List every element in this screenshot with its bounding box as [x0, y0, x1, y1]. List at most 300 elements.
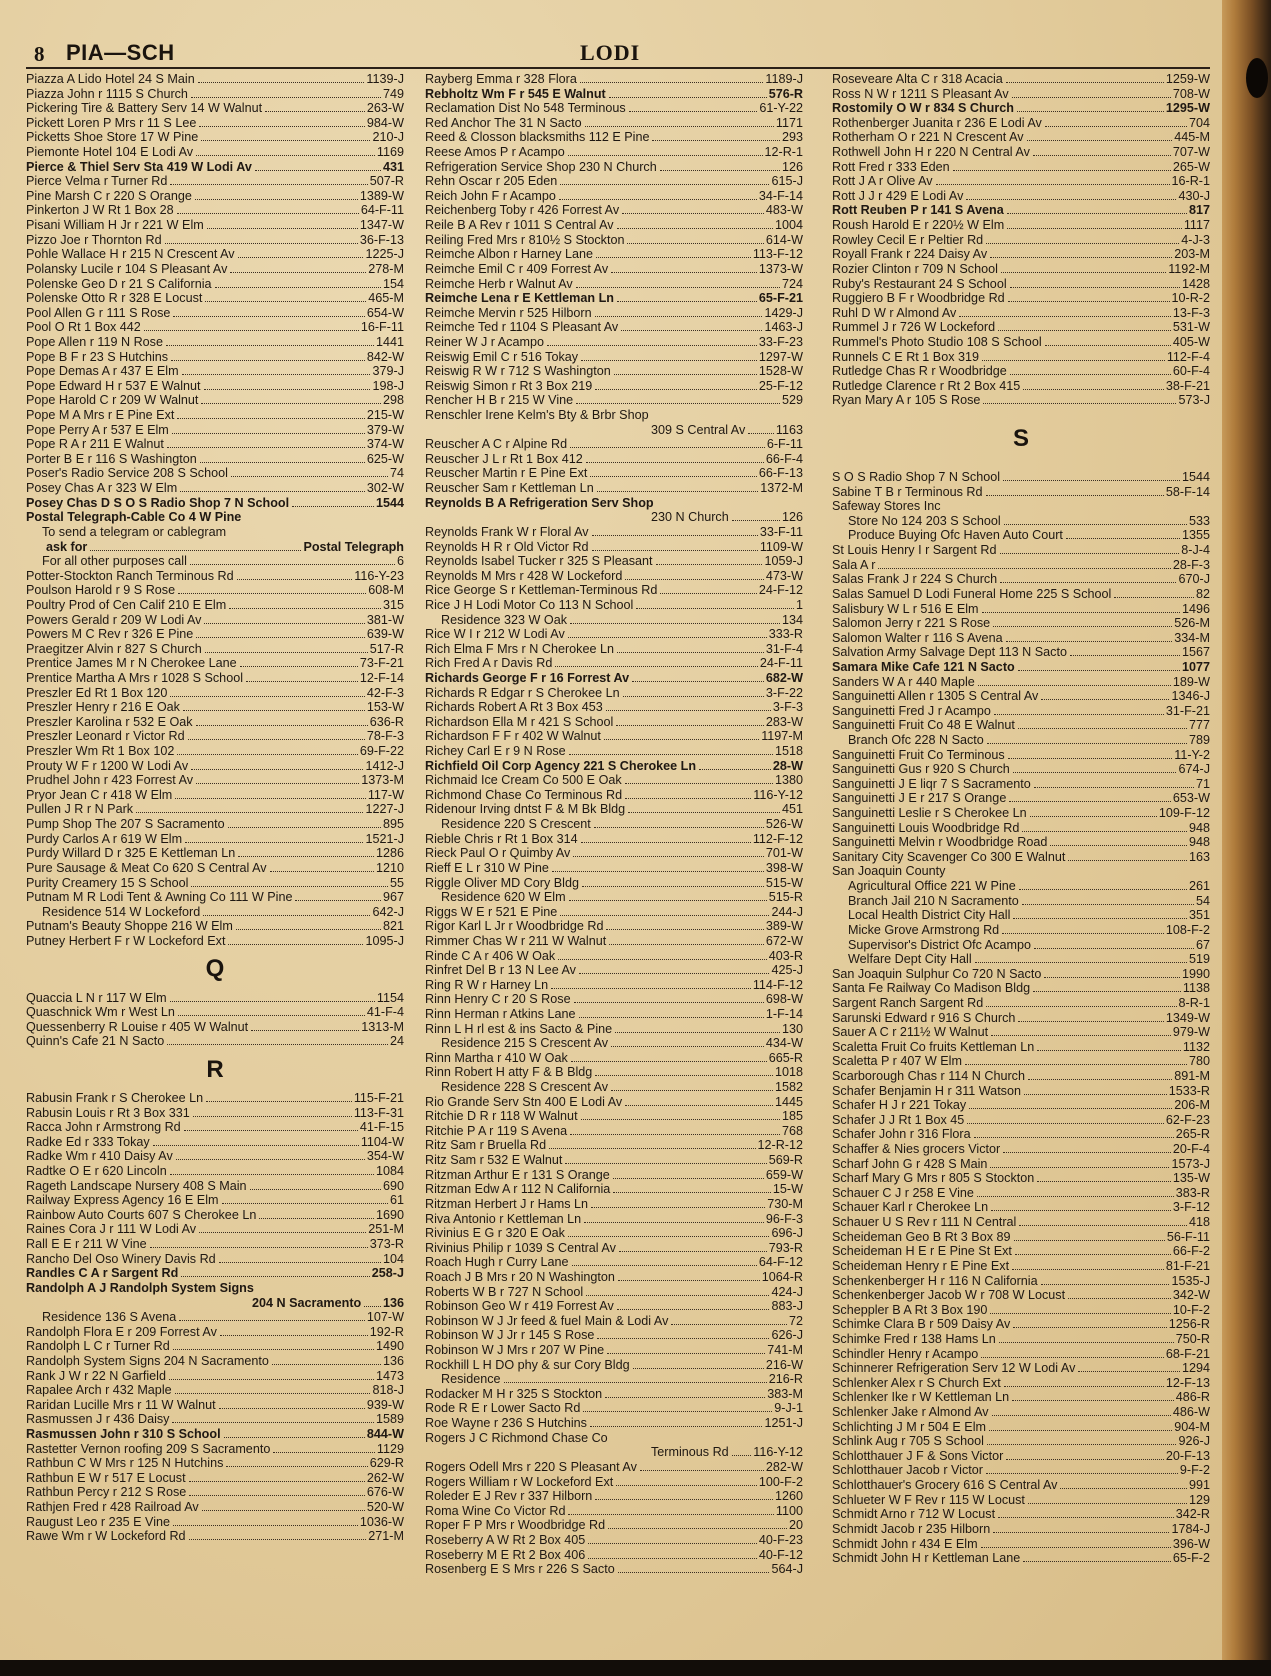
listing-name: Pinkerton J W Rt 1 Box 28 [26, 203, 174, 218]
phone-number: 154 [382, 276, 404, 291]
listing-entry [832, 1200, 1210, 1215]
listing-name: Piemonte Hotel 104 E Lodi Av [26, 145, 194, 160]
listing-name: Rott J A r Olive Av [832, 174, 933, 189]
listing-name: Raines Cora J r 111 W Lodi Av [26, 1222, 197, 1237]
listing-name: Richards R Edgar r S Cherokee Ln [425, 685, 620, 700]
listing-name: Red Anchor The 31 N Sacto [425, 115, 582, 130]
listing-name: Ritzman Edw A r 112 N California [425, 1182, 611, 1197]
dot-leader [219, 1262, 381, 1263]
phone-number: 271-M [368, 1529, 404, 1544]
listing-entry [26, 656, 404, 671]
phone-number: 1490 [375, 1339, 404, 1354]
phone-number: 62-F-23 [1165, 1112, 1210, 1127]
phone-number: 8-R-1 [1178, 995, 1210, 1010]
listing-entry [425, 773, 803, 788]
phone-number: 136 [382, 1353, 404, 1368]
listing-name: Rott Fred r 333 Eden [832, 159, 950, 174]
phone-number: 1784-J [1171, 1521, 1210, 1536]
listing-name: Reed & Closson blacksmiths 112 E Pine [425, 130, 650, 145]
listing-entry [26, 1369, 404, 1384]
dot-leader [936, 184, 1170, 185]
dot-leader [619, 1251, 767, 1252]
dot-leader [572, 1265, 757, 1266]
listing-name: Scaletta Fruit Co fruits Kettleman Ln [832, 1039, 1035, 1054]
listing-entry [425, 846, 803, 861]
listing-name: Poultry Prod of Cen Calif 210 E Elm [26, 597, 227, 612]
listing-name: San Joaquin County [832, 864, 946, 879]
listing-entry [425, 686, 803, 701]
phone-number: 1373-W [758, 261, 803, 276]
listing-name: Rivinius E G r 320 E Oak [425, 1226, 565, 1241]
dot-leader [552, 871, 764, 872]
dot-leader [203, 915, 370, 916]
city-title: LODI [580, 40, 641, 65]
listing-name: Scheideman Henry r E Pine Ext [832, 1258, 1010, 1273]
listing-entry [425, 262, 803, 277]
listing-name: Salas Frank J r 224 S Church [832, 572, 998, 587]
phone-number: 107-W [366, 1310, 404, 1325]
listing-entry [26, 802, 404, 817]
phone-number: 65-F-21 [758, 291, 803, 306]
phone-number: 334-M [1174, 630, 1210, 645]
phone-number: 991 [1188, 1478, 1210, 1493]
book-binding-edge [1222, 0, 1271, 1676]
phone-number: 1064-R [761, 1269, 803, 1284]
listing-entry [26, 291, 404, 306]
listing-name: Rodacker M H r 325 S Stockton [425, 1386, 603, 1401]
listing-entry [26, 715, 404, 730]
listing-entry [26, 130, 404, 145]
phone-number: 569-R [768, 1153, 803, 1168]
dot-leader [611, 1090, 773, 1091]
listing-name: Branch Ofc 228 N Sacto [848, 732, 984, 747]
dot-leader [272, 1364, 381, 1365]
listing-name: Ruggiero B F r Woodbridge Rd [832, 291, 1005, 306]
dot-leader [1060, 1488, 1187, 1489]
listing-name: Sala A r [832, 557, 876, 572]
phone-number: 1189-J [765, 72, 803, 86]
listing-entry [26, 262, 404, 277]
dot-leader [565, 1163, 766, 1164]
phone-number: 333-R [768, 627, 803, 642]
listing-name: Welfare Dept City Hall [848, 952, 972, 967]
dot-leader [1008, 301, 1170, 302]
listing-entry [26, 1020, 404, 1035]
listing-name: Polenske Otto R r 328 E Locust [26, 291, 203, 306]
listing-entry [425, 788, 803, 803]
listing-name: Prouty W F r 1200 W Lodi Av [26, 758, 189, 773]
phone-number: 244-J [771, 904, 803, 919]
listing-name: Rogers J C Richmond Chase Co [425, 1430, 608, 1445]
listing-column-3 [832, 72, 1210, 1566]
dot-leader [1004, 1386, 1164, 1387]
phone-number: 1346-J [1171, 689, 1210, 704]
phone-number: 707-W [1172, 145, 1210, 160]
phone-number: 1197-M [761, 729, 803, 744]
phone-number: 424-J [771, 1284, 803, 1299]
listing-name: Ridenour Irving dntst F & M Bk Bldg [425, 802, 626, 817]
phone-number: 1227-J [365, 802, 404, 817]
listing-name: Roleder E J Rev r 337 Hilborn [425, 1489, 593, 1504]
dot-leader [549, 1148, 755, 1149]
phone-number: 730-M [767, 1196, 803, 1211]
listing-name: Sanguinetti Gus r 920 S Church [832, 762, 1010, 777]
listing-entry [832, 1171, 1210, 1186]
phone-number: 58-F-14 [1165, 484, 1210, 499]
listing-entry [425, 525, 803, 540]
dot-leader [206, 1101, 352, 1102]
listing-name: Ross N W r 1211 S Pleasant Av [832, 86, 1009, 101]
phone-number: 34-F-14 [758, 188, 803, 203]
phone-number: 3-F-3 [772, 700, 803, 715]
dot-leader [579, 973, 770, 974]
dot-leader [660, 170, 780, 171]
listing-name: Richmaid Ice Cream Co 500 E Oak [425, 773, 622, 788]
listing-entry [425, 905, 803, 920]
listing-entry [26, 1500, 404, 1515]
listing-entry [26, 1471, 404, 1486]
listing-entry [832, 675, 1210, 690]
listing-name: Schlenker Jake r Almond Av [832, 1405, 989, 1420]
phone-number: 750-R [1175, 1331, 1210, 1346]
phone-number: 379-J [372, 364, 404, 379]
listing-name: Roseberry M E Rt 2 Box 406 [425, 1547, 586, 1562]
dot-leader [570, 1134, 780, 1135]
dot-leader [625, 579, 764, 580]
listing-name: Store No 124 203 S School [848, 513, 1001, 528]
listing-name: Reimche Mervin r 525 Hilborn [425, 305, 592, 320]
phone-number: 1004 [774, 218, 803, 233]
listing-entry [425, 817, 803, 832]
listing-entry [832, 762, 1210, 777]
phone-number: 82 [1195, 586, 1210, 601]
listing-entry [26, 218, 404, 233]
listing-entry [26, 233, 404, 248]
dot-leader [1033, 991, 1181, 992]
dot-leader [622, 213, 764, 214]
listing-name: Residence 215 S Crescent Av [441, 1036, 609, 1051]
listing-name: Rimmer Chas W r 211 W Walnut [425, 933, 607, 948]
listing-name: Randolph A J Randolph System Signs [26, 1280, 254, 1295]
listing-name: Scheppler B A Rt 3 Box 190 [832, 1302, 988, 1317]
listing-name: Rall E E r 211 W Vine [26, 1237, 147, 1252]
dot-leader [171, 360, 365, 361]
listing-name: Richmond Chase Co Terminous Rd [425, 787, 623, 802]
listing-entry [832, 587, 1210, 602]
listing-entry [832, 1113, 1210, 1128]
dot-leader [640, 1470, 764, 1471]
listing-name: Rice W I r 212 W Lodi Av [425, 627, 565, 642]
phone-number: 129 [1188, 1492, 1210, 1507]
dot-leader [967, 1123, 1164, 1124]
phone-number: 116-Y-12 [753, 1445, 803, 1460]
listing-name: Sanguinetti Allen r 1305 S Central Av [832, 689, 1039, 704]
listing-entry [425, 1109, 803, 1124]
dot-leader [568, 1514, 773, 1515]
dot-leader [1044, 977, 1180, 978]
listing-name: Reich John F r Acampo [425, 188, 556, 203]
listing-entry [26, 364, 404, 379]
dot-leader [1019, 1225, 1187, 1226]
phone-number: 979-W [1172, 1025, 1210, 1040]
listing-name: Pierce & Thiel Serv Sta 419 W Lodi Av [26, 159, 252, 174]
dot-leader [597, 491, 759, 492]
phone-number: 283-W [765, 714, 803, 729]
dot-leader [1022, 831, 1187, 832]
listing-entry [832, 101, 1210, 116]
listing-entry [832, 1230, 1210, 1245]
listing-name: Pure Sausage & Meat Co 620 S Central Av [26, 860, 267, 875]
dot-leader [989, 1430, 1172, 1431]
listing-name: Rich Fred A r Davis Rd [425, 656, 553, 671]
phone-number: 895 [382, 817, 404, 832]
dot-leader [596, 257, 751, 258]
listing-entry [26, 437, 404, 452]
phone-number: 1256-R [1168, 1317, 1210, 1332]
dot-leader [1028, 1079, 1172, 1080]
phone-number: 676-W [366, 1485, 404, 1500]
listing-name: Terminous Rd [651, 1445, 729, 1460]
phone-number: 576-R [768, 86, 803, 101]
dot-leader [1012, 97, 1171, 98]
listing-name: Robinson W J Jr r 145 S Rose [425, 1328, 595, 1343]
listing-entry [425, 130, 803, 145]
listing-name: Salisbury W L r 516 E Elm [832, 601, 979, 616]
dot-leader [240, 666, 358, 667]
listing-name: Reimche Emil C r 409 Forrest Av [425, 261, 609, 276]
dot-leader [623, 696, 764, 697]
phone-number: 1441 [375, 334, 404, 349]
dot-leader [1007, 228, 1182, 229]
listing-entry [425, 1270, 803, 1285]
dot-leader [230, 272, 366, 273]
listing-entry [425, 1285, 803, 1300]
listing-entry [26, 1412, 404, 1427]
dot-leader [1023, 389, 1164, 390]
dot-leader [625, 798, 751, 799]
phone-number: 68-F-21 [1165, 1346, 1210, 1361]
listing-entry [425, 1328, 803, 1343]
listing-entry [425, 1372, 803, 1387]
phone-number: 473-W [765, 568, 803, 583]
listing-entry [425, 1036, 803, 1051]
listing-name: Sanguinetti J E liqr 7 S Sacramento [832, 776, 1031, 791]
listing-name: Reynolds H R r Old Victor Rd [425, 539, 589, 554]
dot-leader [169, 1379, 374, 1380]
listing-entry [26, 861, 404, 876]
dot-leader [621, 330, 762, 331]
listing-entry [832, 116, 1210, 131]
listing-name: Randolph Flora E r 209 Forrest Av [26, 1324, 217, 1339]
listing-entry [425, 1548, 803, 1563]
dot-leader [609, 97, 767, 98]
dot-leader [238, 257, 364, 258]
phone-number: 373-R [369, 1237, 404, 1252]
dot-leader [617, 228, 773, 229]
listing-entry [26, 583, 404, 598]
listing-name: Residence 228 S Crescent Av [441, 1080, 609, 1095]
dot-leader [965, 1064, 1187, 1065]
listing-entry [832, 733, 1210, 748]
dot-leader [588, 1543, 757, 1544]
dot-leader [699, 769, 771, 770]
phone-number: 1372-M [760, 481, 803, 496]
listing-name: Refrigeration Service Shop 230 N Church [425, 159, 657, 174]
phone-number: 354-W [366, 1149, 404, 1164]
listing-entry [425, 306, 803, 321]
dot-leader [176, 1159, 365, 1160]
listing-entry [832, 1011, 1210, 1026]
listing-name: Richardson Ella M r 421 S School [425, 714, 614, 729]
listing-name: Runnels C E Rt 1 Box 319 [832, 349, 980, 364]
phone-number: 1259-W [1165, 72, 1210, 86]
listing-entry [425, 729, 803, 744]
listing-name: Scheideman H E r E Pine St Ext [832, 1244, 1012, 1259]
listing-name: Roush Harold E r 220½ W Elm [832, 218, 1005, 233]
listing-name: Richards Robert A Rt 3 Box 453 [425, 700, 603, 715]
listing-name: Rummel J r 726 W Lockeford [832, 320, 996, 335]
listing-name: Reuscher Martin r E Pine Ext [425, 466, 588, 481]
listing-name: Rockhill L H DO phy & sur Cory Bldg [425, 1357, 630, 1372]
listing-name: Rinn L H rl est & ins Sacto & Pine [425, 1021, 613, 1036]
listing-name: Rebholtz Wm F r 545 E Walnut [425, 86, 606, 101]
phone-number: 1129 [376, 1441, 404, 1456]
listing-name: To send a telegram or cablegram [42, 524, 227, 539]
listing-name: Rostomily O W r 834 S Church [832, 101, 1014, 116]
dot-leader [579, 1017, 764, 1018]
listing-entry [26, 1529, 404, 1544]
listing-entry [26, 1442, 404, 1457]
phone-number: 1473 [375, 1368, 404, 1383]
listing-entry [26, 1120, 404, 1135]
dot-leader [1004, 524, 1187, 525]
listing-name: Sauer A C r 211½ W Walnut [832, 1025, 989, 1040]
dot-leader [255, 170, 381, 171]
dot-leader [611, 272, 757, 273]
listing-entry [26, 335, 404, 350]
listing-entry [26, 452, 404, 467]
listing-entry [425, 1080, 803, 1095]
listing-entry [26, 510, 404, 525]
phone-number: 1297-W [758, 349, 803, 364]
listing-name: Rigor Karl L Jr r Woodbridge Rd [425, 919, 604, 934]
phone-number: 113-F-31 [353, 1105, 404, 1120]
dot-leader [559, 199, 757, 200]
dot-leader [732, 520, 780, 521]
phone-number: 1163 [775, 422, 803, 437]
listing-entry [832, 981, 1210, 996]
dot-leader [180, 491, 365, 492]
listing-entry [26, 1296, 404, 1311]
phone-number: 1095-J [365, 933, 404, 948]
phone-number: 33-F-23 [758, 334, 803, 349]
phone-number: 109-F-12 [1158, 806, 1210, 821]
phone-number: 1429-J [764, 305, 803, 320]
listing-name: Santa Fe Railway Co Madison Bldg [832, 981, 1031, 996]
listing-name: Radke Ed r 333 Tokay [26, 1134, 150, 1149]
phone-number: 10-R-2 [1171, 291, 1210, 306]
listing-entry [832, 952, 1210, 967]
dot-leader [1066, 538, 1180, 539]
phone-number: 8-J-4 [1181, 543, 1210, 558]
listing-name: Sanguinetti Leslie r S Cherokee Ln [832, 806, 1027, 821]
phone-number: 1192-M [1168, 261, 1210, 276]
dot-leader [652, 140, 780, 141]
phone-number: 1313-M [361, 1019, 404, 1034]
phone-number: 434-W [765, 1036, 803, 1051]
listing-name: Samara Mike Cafe 121 N Sacto [832, 659, 1015, 674]
phone-number: 1389-W [359, 188, 404, 203]
dot-leader [594, 827, 764, 828]
listing-name: Pope M A Mrs r E Pine Ext [26, 408, 175, 423]
listing-entry [832, 514, 1210, 529]
dot-leader [1006, 641, 1173, 642]
phone-number: 844-W [366, 1427, 404, 1442]
listing-entry [425, 277, 803, 292]
dot-leader [201, 403, 381, 404]
phone-number: Postal Telegraph [303, 539, 404, 554]
listing-entry [26, 569, 404, 584]
dot-leader [90, 550, 301, 551]
dot-leader [576, 287, 780, 288]
phone-number: 74 [389, 466, 404, 481]
dot-leader [629, 111, 758, 112]
phone-number: 96-F-3 [765, 1211, 803, 1226]
listing-entry [425, 408, 803, 423]
phone-number: 1373-M [361, 773, 404, 788]
dot-leader [616, 725, 764, 726]
dot-leader [1050, 845, 1187, 846]
listing-name: Schaffer & Nies grocers Victor [832, 1142, 1001, 1157]
listing-name: Reiswig Emil C r 516 Tokay [425, 349, 579, 364]
listing-name: Piazza John r 1115 S Church [26, 86, 188, 101]
listing-name: Preszler Karolina r 532 E Oak [26, 714, 193, 729]
listing-entry [26, 1354, 404, 1369]
dot-leader [595, 316, 763, 317]
listing-entry [26, 832, 404, 847]
listing-name: Reile B A Rev r 1011 S Central Av [425, 218, 614, 233]
listing-entry [832, 602, 1210, 617]
listing-entry [425, 1416, 803, 1431]
listing-entry [425, 1065, 803, 1080]
phone-number: 1100 [775, 1503, 803, 1518]
listing-name: Pope Allen r 119 N Rose [26, 334, 163, 349]
listing-entry [425, 1226, 803, 1241]
listing-name: Roper F P Mrs r Woodbridge Rd [425, 1518, 606, 1533]
listing-entry [832, 1347, 1210, 1362]
listing-name: Raugust Leo r 235 E Vine [26, 1514, 170, 1529]
listing-entry [26, 905, 404, 920]
phone-number: 1347-W [359, 218, 404, 233]
phone-number: 114-F-12 [752, 977, 803, 992]
listing-entry [26, 1034, 404, 1049]
dot-leader [991, 1210, 1171, 1211]
dot-leader [1012, 1269, 1164, 1270]
listing-entry [425, 1153, 803, 1168]
listing-name: Reuscher J L r Rt 1 Box 412 [425, 451, 583, 466]
dot-leader [660, 593, 757, 594]
listing-name: Schindler Henry r Acampo [832, 1346, 979, 1361]
spacer [832, 460, 1210, 470]
dot-leader [999, 1342, 1174, 1343]
listing-entry [832, 247, 1210, 262]
phone-number: 1084 [375, 1164, 404, 1179]
listing-entry [832, 1522, 1210, 1537]
dot-leader [991, 1035, 1171, 1036]
dot-leader [606, 929, 763, 930]
listing-name: Reynolds M Mrs r 428 W Lockeford [425, 568, 623, 583]
listing-entry [425, 583, 803, 598]
